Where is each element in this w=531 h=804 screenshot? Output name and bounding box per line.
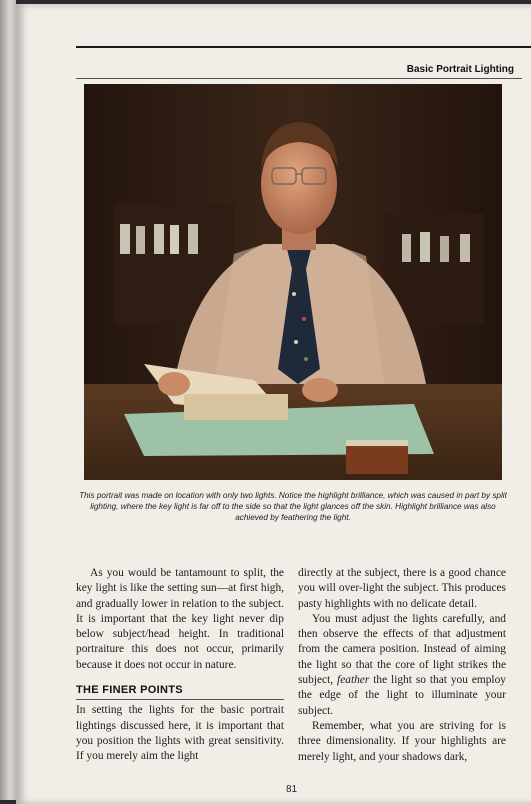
running-head: Basic Portrait Lighting [406, 64, 514, 75]
portrait-photo [84, 84, 502, 480]
figure-caption: This portrait was made on location with only two lights. Notice the highlight brilliance, which was caused in part by split lighting, where the key light is far off to the side so that the light glances off the skin. Highlight brilliance was also achieved by feathering the light. [79, 491, 507, 522]
right-column [298, 566, 506, 765]
body-paragraph [298, 612, 506, 719]
emphasis-text: feather [337, 674, 370, 687]
body-paragraph: Remember, what you are striving for is three dimensionality. If your highlights are merely light, and your shadows dark, [298, 719, 506, 763]
portrait-photo-icon [84, 84, 502, 480]
body-paragraph: directly at the subject, there is a good chance you will over-light the subject. This produces pasty highlights with no delicate detail. [298, 567, 506, 610]
book-binding [0, 0, 16, 800]
body-text: the light so that you employ the edge of the light to illuminate your subject. [298, 674, 506, 717]
page-number: 81 [286, 784, 298, 795]
section-heading: THE FINER POINTS [76, 683, 284, 700]
book-page [16, 4, 531, 804]
top-rule [76, 46, 531, 48]
body-paragraph: As you would be tantamount to split, the key light is like the setting sun—at first high, and gradually lower in relation to the subject. It is important that the key light never dip below subject/head height. In traditional portraiture this does not occur, primarily because it does not occur in nature. [76, 567, 284, 671]
head-rule [76, 78, 522, 79]
body-paragraph: In setting the lights for the basic portrait lightings discussed here, it is important that you position the lights with great sensitivity. If you merely aim the light [76, 704, 284, 763]
left-column [76, 566, 284, 765]
body-text: You must adjust the lights carefully, and then observe the effects of that adjustment from the camera position. Instead of aiming the light so that the core of light strikes the subject, [298, 612, 506, 687]
